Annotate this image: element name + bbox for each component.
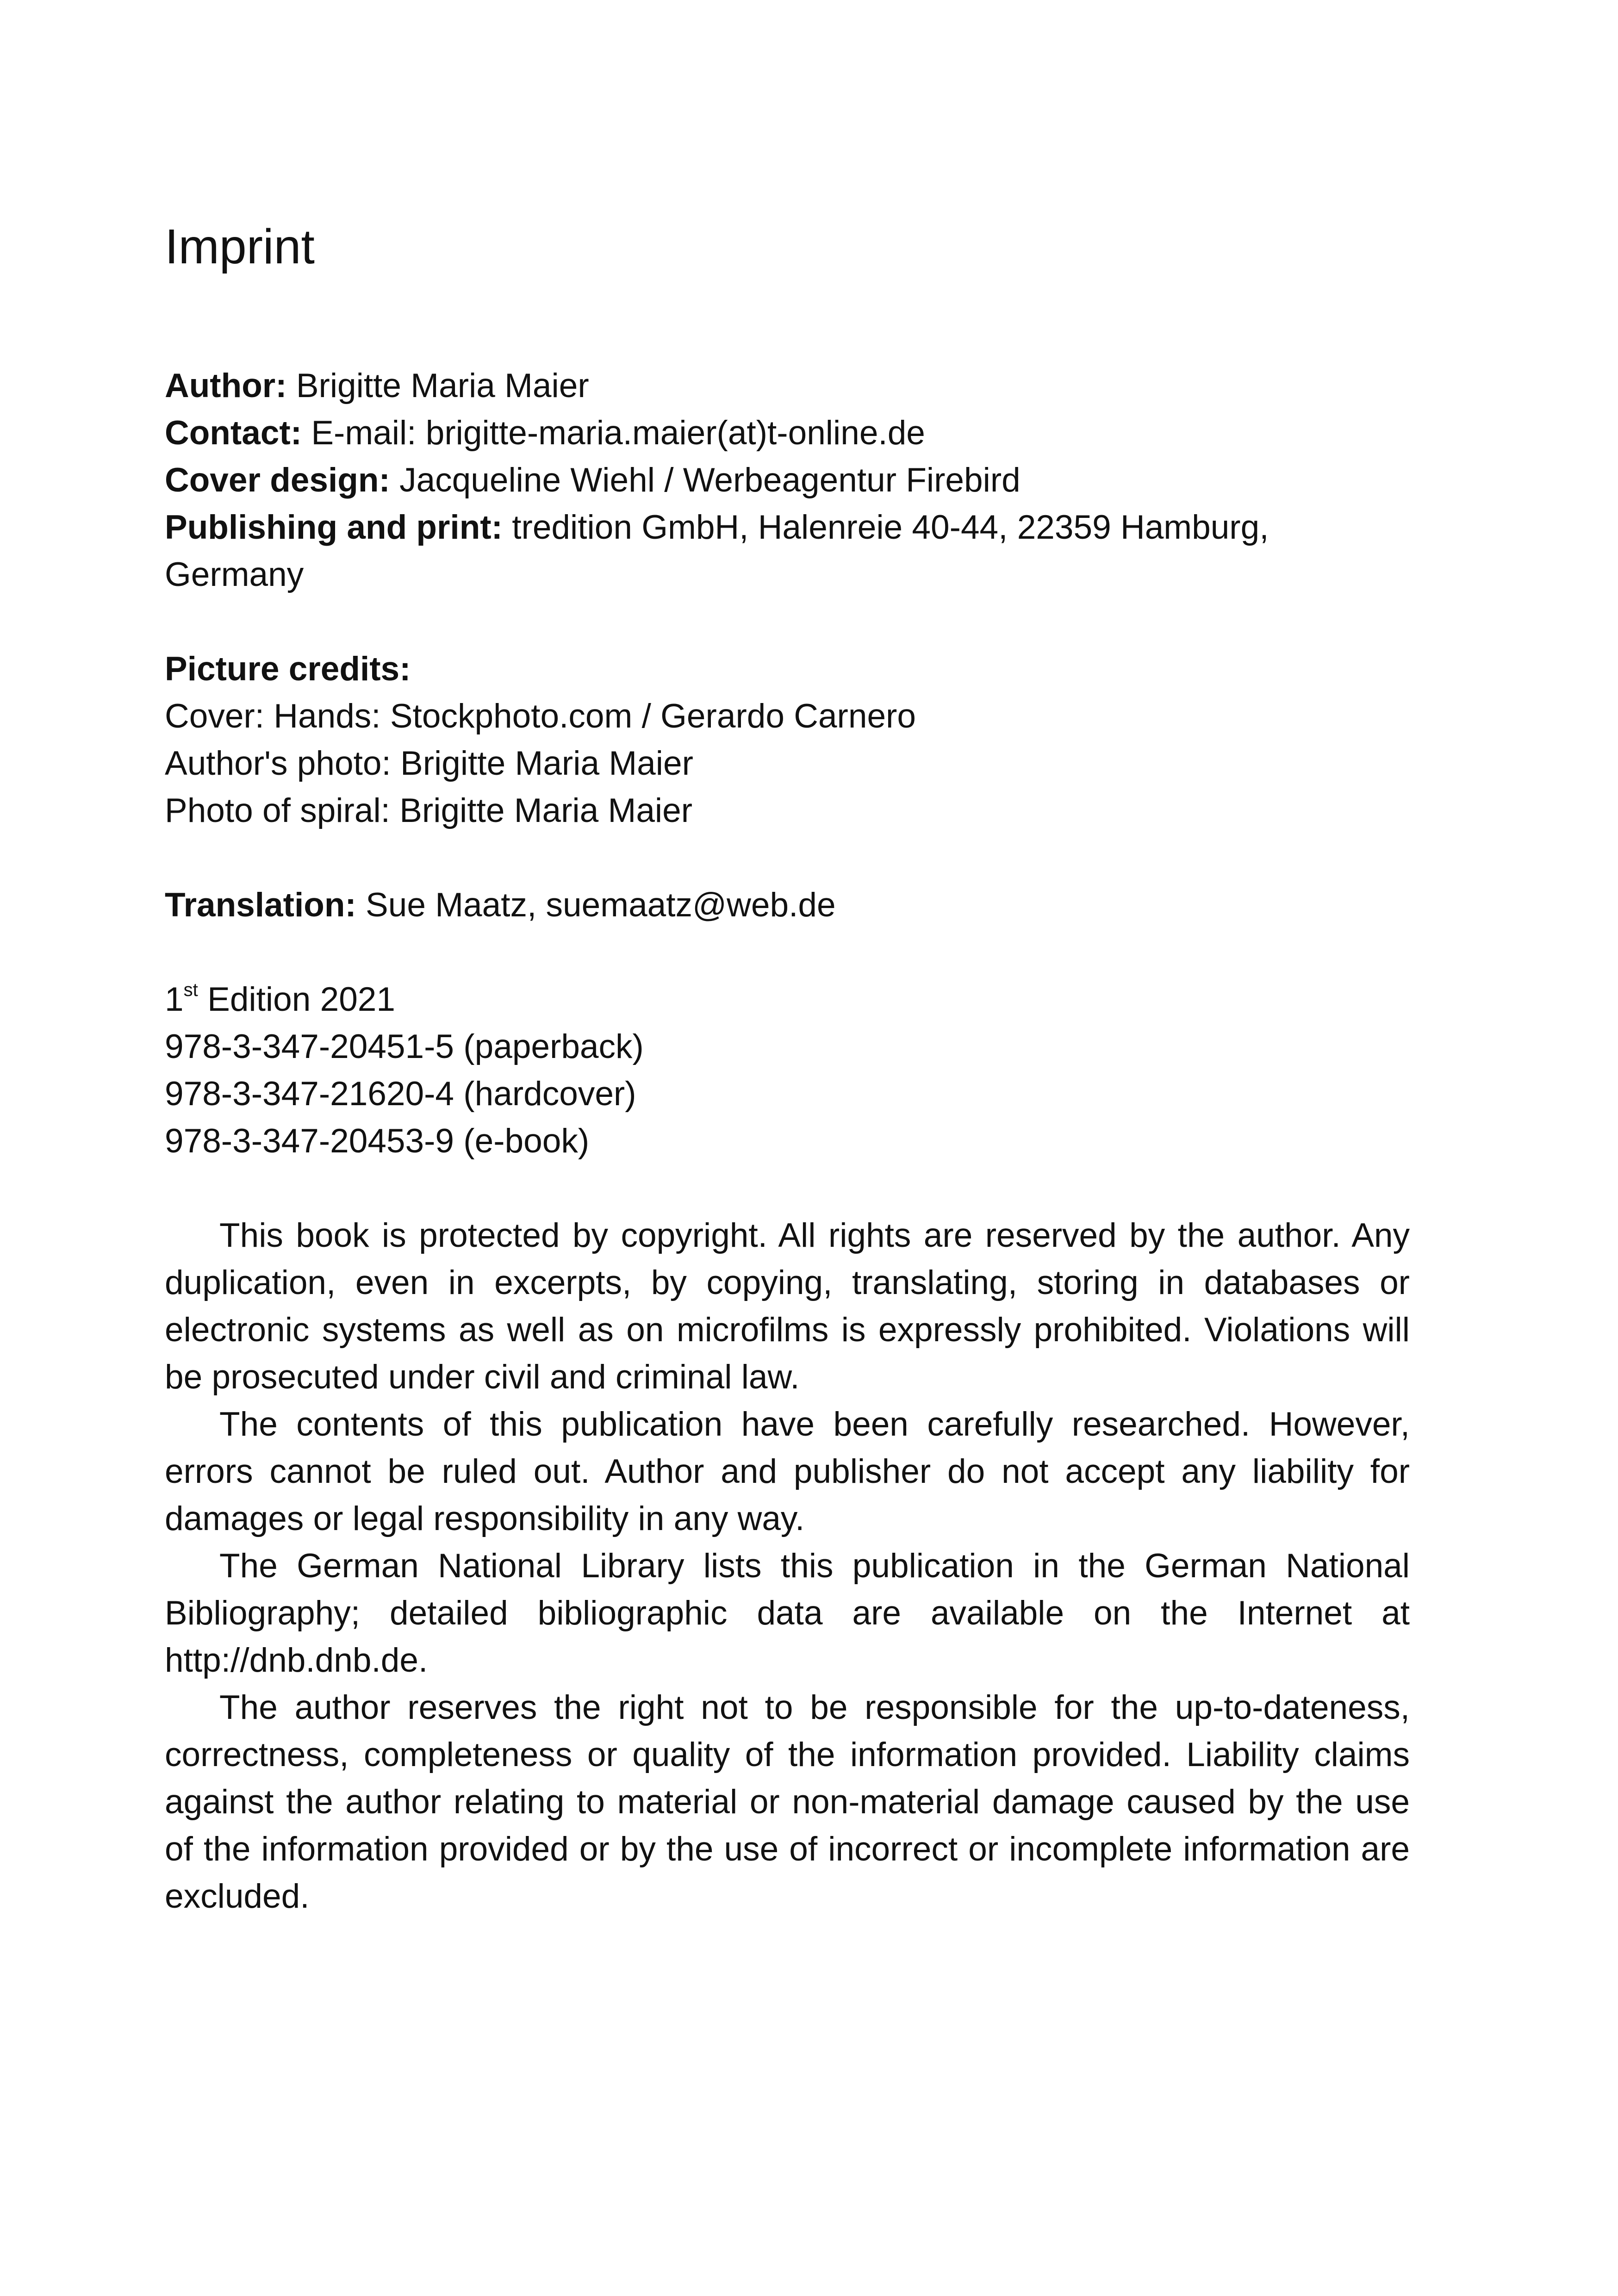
legal-paragraph-copyright: This book is protected by copyright. All rights are reserved by the author. Any duplication, even in excerpts, by copying, translating, storing in databases or electronic systems as well as on microfilms is expressly prohibited. Violations will be prosecuted under civil and criminal law. <box>165 1217 1410 1396</box>
legal-paragraph-liability: The contents of this publication have been carefully researched. However, errors cannot be ruled out. Author and publisher do not accept any liability for damages or legal responsibility in any way. <box>165 1406 1410 1538</box>
translation-line <box>165 882 1410 929</box>
publishing-line <box>165 504 1410 598</box>
isbn-line: 978-3-347-20453-9 (e-book) <box>165 1122 590 1160</box>
picture-credit-item: Cover: Hands: Stockphoto.com / Gerardo Carnero <box>165 697 916 735</box>
contact-value: E-mail: brigitte-maria.maier(at)t-online.de <box>311 414 925 452</box>
author-value: Brigitte Maria Maier <box>296 367 589 405</box>
edition-number: 1 <box>165 981 184 1019</box>
isbn-line: 978-3-347-20451-5 (paperback) <box>165 1028 644 1066</box>
contact-label: Contact: <box>165 414 302 452</box>
legal-paragraph-disclaimer: The author reserves the right not to be responsible for the up-to-dateness, correctness, completeness or quality of the information provided. Liability claims against the author relating to material or non-material damage caused by the use of the information provided or by the use of incorrect or incomplete information are excluded. <box>165 1689 1410 1916</box>
imprint-page <box>165 218 1410 1920</box>
publishing-label: Publishing and print: <box>165 509 503 547</box>
publishing-value: tredition GmbH, Halenreie 40-44, 22359 Hamburg, Germany <box>165 509 1269 594</box>
edition-block <box>165 976 1410 1165</box>
picture-credit-item: Author's photo: Brigitte Maria Maier <box>165 745 693 783</box>
legal-notice <box>165 1212 1410 1920</box>
edition-ordinal-suffix: st <box>183 979 198 1001</box>
picture-credit-item: Photo of spiral: Brigitte Maria Maier <box>165 792 693 830</box>
cover-design-label: Cover design: <box>165 461 390 499</box>
cover-design-value: Jacqueline Wiehl / Werbeagentur Firebird <box>399 461 1021 499</box>
picture-credits-heading: Picture credits: <box>165 650 411 688</box>
author-label: Author: <box>165 367 287 405</box>
picture-credits-block <box>165 646 1410 834</box>
translation-label: Translation: <box>165 886 356 924</box>
translation-block <box>165 882 1410 929</box>
edition-line <box>165 976 1410 1023</box>
credits-block <box>165 362 1410 598</box>
edition-text: Edition 2021 <box>198 981 396 1019</box>
isbn-line: 978-3-347-21620-4 (hardcover) <box>165 1075 636 1113</box>
cover-design-line <box>165 457 1410 504</box>
author-line <box>165 362 1410 410</box>
legal-paragraph-library: The German National Library lists this publication in the German National Bibliography; detailed bibliographic data are available on the Internet at http://dnb.dnb.de. <box>165 1547 1410 1680</box>
translation-value: Sue Maatz, suemaatz@web.de <box>366 886 836 924</box>
page-title: Imprint <box>165 219 315 274</box>
contact-line <box>165 410 1410 457</box>
